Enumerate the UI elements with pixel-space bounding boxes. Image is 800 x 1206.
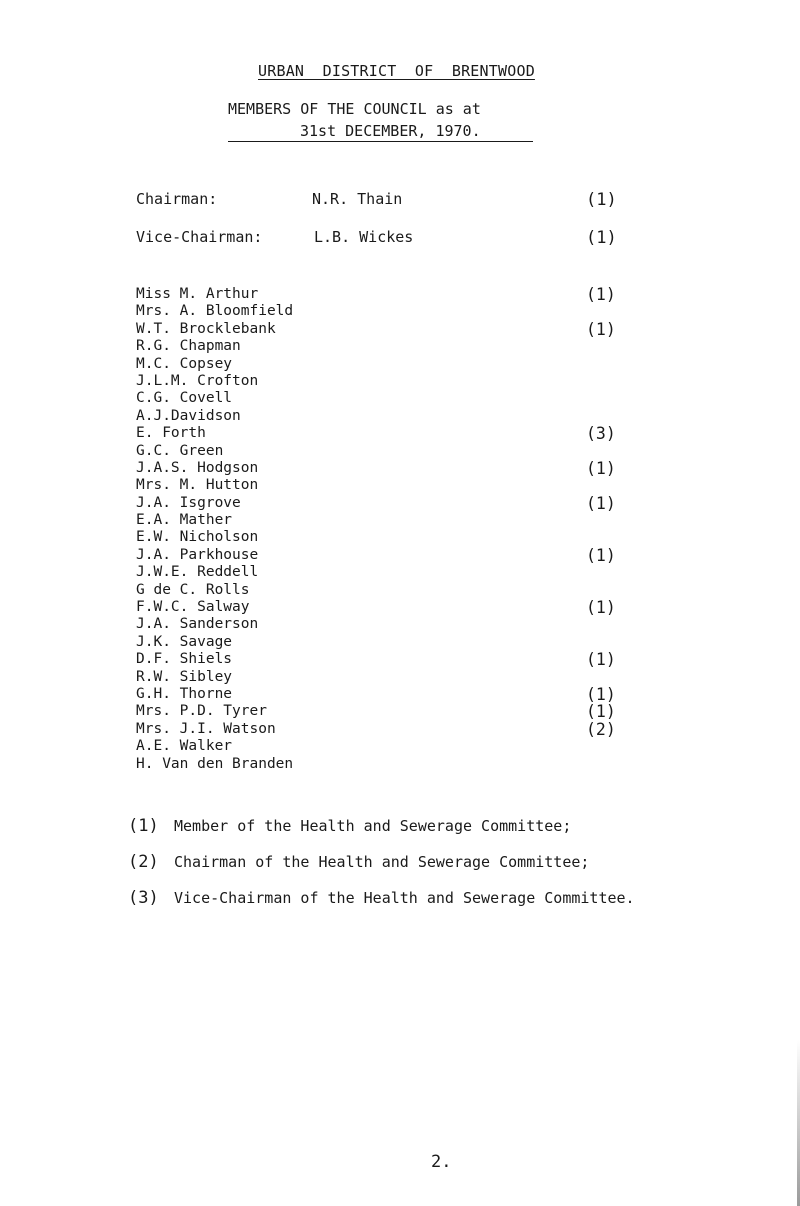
list-item xyxy=(136,373,616,390)
list-item xyxy=(136,460,616,477)
document-subtitle: MEMBERS OF THE COUNCIL as at xyxy=(228,100,481,118)
footnote xyxy=(128,816,788,852)
list-item xyxy=(136,669,616,686)
footnote-text: Member of the Health and Sewerage Committee; xyxy=(174,817,572,835)
member-committee-note: (2) xyxy=(586,719,616,739)
footnote-text: Chairman of the Health and Sewerage Committee; xyxy=(174,853,590,871)
member-name: J.A. Parkhouse xyxy=(136,546,259,563)
list-item xyxy=(136,547,616,564)
member-name: D.F. Shiels xyxy=(136,651,233,668)
member-name: W.T. Brocklebank xyxy=(136,320,276,337)
member-name: J.A. Sanderson xyxy=(136,616,259,633)
document-date: 31st DECEMBER, 1970. xyxy=(228,122,533,142)
member-name: J.A.S. Hodgson xyxy=(136,459,259,476)
member-committee-note: (1) xyxy=(586,702,616,722)
member-committee-note: (1) xyxy=(586,493,616,513)
list-item xyxy=(136,512,616,529)
list-item xyxy=(136,495,616,512)
list-item xyxy=(136,425,616,442)
list-item xyxy=(136,443,616,460)
list-item xyxy=(136,338,616,355)
footnote-marker: (2) xyxy=(128,852,159,872)
chairman-row xyxy=(136,190,616,212)
member-name: H. Van den Branden xyxy=(136,755,294,772)
document-title: URBAN DISTRICT OF BRENTWOOD xyxy=(258,62,535,80)
member-committee-note: (1) xyxy=(586,545,616,565)
list-item xyxy=(136,529,616,546)
member-name: E. Forth xyxy=(136,425,206,442)
member-name: J.L.M. Crofton xyxy=(136,372,259,389)
page-number: 2. xyxy=(431,1152,452,1172)
member-committee-note: (1) xyxy=(586,285,616,304)
list-item xyxy=(136,599,616,616)
list-item xyxy=(136,564,616,581)
member-name: J.A. Isgrove xyxy=(136,494,241,511)
list-item xyxy=(136,616,616,633)
member-name: A.J.Davidson xyxy=(136,407,241,424)
member-name: R.G. Chapman xyxy=(136,338,241,355)
list-item xyxy=(136,303,616,320)
members-list xyxy=(136,286,616,773)
member-name: A.E. Walker xyxy=(136,738,233,755)
list-item xyxy=(136,738,616,755)
officer-note: (1) xyxy=(586,190,617,210)
member-name: J.W.E. Reddell xyxy=(136,564,259,581)
member-name: C.G. Covell xyxy=(136,390,233,407)
list-item xyxy=(136,408,616,425)
list-item xyxy=(136,582,616,599)
member-name: J.K. Savage xyxy=(136,633,233,650)
footnote xyxy=(128,888,788,924)
member-committee-note: (1) xyxy=(586,650,616,670)
list-item xyxy=(136,756,616,773)
officer-name: L.B. Wickes xyxy=(314,228,414,246)
member-committee-note: (3) xyxy=(586,424,616,444)
member-name: Mrs. A. Bloomfield xyxy=(136,303,294,320)
officer-name: N.R. Thain xyxy=(312,190,403,208)
footnote-marker: (3) xyxy=(128,888,159,908)
member-committee-note: (1) xyxy=(586,598,616,618)
list-item xyxy=(136,703,616,720)
member-name: Mrs. M. Hutton xyxy=(136,477,259,494)
member-name: E.W. Nicholson xyxy=(136,529,259,546)
member-name: R.W. Sibley xyxy=(136,668,233,685)
member-committee-note: (1) xyxy=(586,319,616,339)
member-name: M.C. Copsey xyxy=(136,355,233,372)
officer-note: (1) xyxy=(586,228,617,248)
member-committee-note: (1) xyxy=(586,684,616,704)
list-item xyxy=(136,721,616,738)
list-item xyxy=(136,651,616,668)
member-committee-note: (1) xyxy=(586,458,616,478)
member-name: Miss M. Arthur xyxy=(136,286,259,302)
member-name: G de C. Rolls xyxy=(136,581,250,598)
list-item xyxy=(136,634,616,651)
footnote-marker: (1) xyxy=(128,816,159,836)
footnote-text: Vice-Chairman of the Health and Sewerage Committee. xyxy=(174,889,635,907)
officer-role: Vice-Chairman: xyxy=(136,228,263,246)
member-name: G.C. Green xyxy=(136,442,224,459)
member-name: E.A. Mather xyxy=(136,512,233,529)
footnotes-list xyxy=(128,816,788,924)
officer-role: Chairman: xyxy=(136,190,218,208)
vice-chairman-row xyxy=(136,228,616,250)
member-name: Mrs. J.I. Watson xyxy=(136,720,276,737)
list-item xyxy=(136,286,616,303)
member-name: F.W.C. Salway xyxy=(136,599,250,616)
member-name: Mrs. P.D. Tyrer xyxy=(136,703,267,720)
list-item xyxy=(136,477,616,494)
footnote xyxy=(128,852,788,888)
list-item xyxy=(136,356,616,373)
member-name: G.H. Thorne xyxy=(136,685,233,702)
list-item xyxy=(136,321,616,338)
list-item xyxy=(136,686,616,703)
list-item xyxy=(136,390,616,407)
